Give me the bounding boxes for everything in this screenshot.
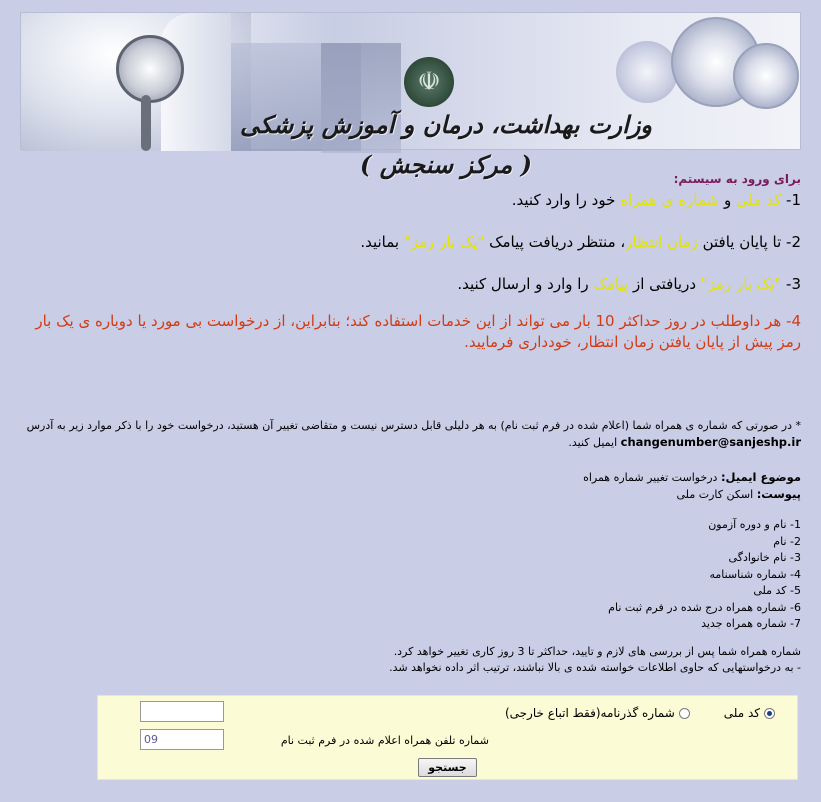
- step-text: 3-: [781, 275, 801, 293]
- list-item: 6- شماره همراه درج شده در فرم ثبت نام: [608, 600, 801, 614]
- step-1: [20, 191, 801, 210]
- footer-note: [20, 644, 801, 676]
- highlight-text: "یک بار رمز": [403, 233, 485, 251]
- highlight-text: زمان انتظار: [625, 233, 698, 251]
- radio-label: کد ملی: [723, 706, 760, 720]
- attachment-label: پیوست:: [756, 487, 801, 501]
- note-text: ایمیل کنید.: [568, 436, 621, 449]
- id-type-selector: [505, 706, 775, 720]
- radio-button-icon[interactable]: [764, 708, 775, 719]
- phone-label: شماره تلفن همراه اعلام شده در فرم ثبت نام: [280, 734, 489, 747]
- highlight-text: "یک بار رمز": [700, 275, 782, 293]
- stethoscope-icon: [116, 35, 184, 103]
- attachment-value: اسکن کارت ملی: [676, 488, 757, 501]
- step-text: دریافتی از: [628, 275, 701, 293]
- list-item: 3- نام خانوادگی: [728, 551, 801, 564]
- list-item: 2- نام: [773, 534, 801, 548]
- step-4-warning: 4- هر داوطلب در روز حداکثر 10 بار می تواند از این خدمات استفاده کند؛ بنابراین، از درخواست بی مورد یا دوباره ی یک بار رمز پیش از پایان یافتن زمان انتظار، خودداری فرمایید.: [35, 312, 801, 351]
- note-text: * در صورتی که شماره ی همراه شما (اعلام شده در فرم ثبت نام) به هر دلیلی قابل دسترس نیست و متقاضی تغییر آن هستید، درخواست خود را با ذکر موارد زیر به آدرس: [26, 419, 801, 432]
- step-2: [20, 233, 801, 252]
- list-item: 4- شماره شناسنامه: [709, 567, 801, 581]
- search-form: [97, 695, 798, 780]
- highlight-text: پیامک: [593, 275, 629, 293]
- highlight-text: کد ملی: [735, 191, 782, 209]
- surgical-lamp-icon: [733, 43, 799, 109]
- footer-line: - به درخواستهایی که حاوی اطلاعات خواسته شده ی بالا نباشند، ترتیب اثر داده نخواهد شد.: [389, 661, 801, 674]
- list-item: 5- کد ملی: [753, 584, 801, 597]
- required-items-list: [20, 517, 801, 633]
- email-details: [20, 469, 801, 503]
- search-button[interactable]: جستجو: [418, 758, 477, 777]
- step-text: بمانید.: [360, 233, 404, 251]
- list-item: 1- نام و دوره آزمون: [708, 518, 801, 531]
- radio-national-id[interactable]: [724, 706, 775, 720]
- step-text: 2- تا پایان یافتن: [697, 233, 801, 251]
- iran-emblem-icon: ☫: [404, 57, 454, 107]
- radio-label: شماره گذرنامه(فقط اتباع خارجی): [504, 706, 675, 720]
- step-text: را وارد و ارسال کنید.: [457, 275, 594, 293]
- step-text: خود را وارد کنید.: [511, 191, 621, 209]
- change-number-note: [20, 418, 801, 451]
- step-3: [20, 275, 801, 294]
- email-attachment: [20, 486, 801, 503]
- radio-passport[interactable]: [505, 706, 690, 720]
- email-address[interactable]: changenumber@sanjeshp.ir: [620, 435, 801, 449]
- ministry-title: وزارت بهداشت، درمان و آموزش پزشکی ( مرکز سنجش ): [240, 110, 652, 179]
- stethoscope-tube-icon: [141, 95, 151, 151]
- highlight-text: شماره ی همراه: [620, 191, 720, 209]
- footer-line: شماره همراه شما پس از بررسی های لازم و تایید، حداکثر تا 3 روز کاری تغییر خواهد کرد.: [393, 645, 801, 658]
- national-id-input[interactable]: [140, 701, 224, 722]
- list-item: 7- شماره همراه جدید: [701, 617, 801, 630]
- radio-button-icon[interactable]: [679, 708, 690, 719]
- step-text: و: [719, 191, 736, 209]
- email-subject: [20, 469, 801, 486]
- surgical-lamp-icon: [616, 41, 678, 103]
- phone-input[interactable]: 09: [140, 729, 224, 750]
- step-text: 1-: [781, 191, 801, 209]
- step-text: ، منتظر دریافت پیامک: [484, 233, 626, 251]
- subject-label: موضوع ایمیل:: [720, 470, 801, 484]
- subject-value: درخواست تغییر شماره همراه: [583, 471, 721, 484]
- login-title: برای ورود به سیستم:: [673, 172, 801, 186]
